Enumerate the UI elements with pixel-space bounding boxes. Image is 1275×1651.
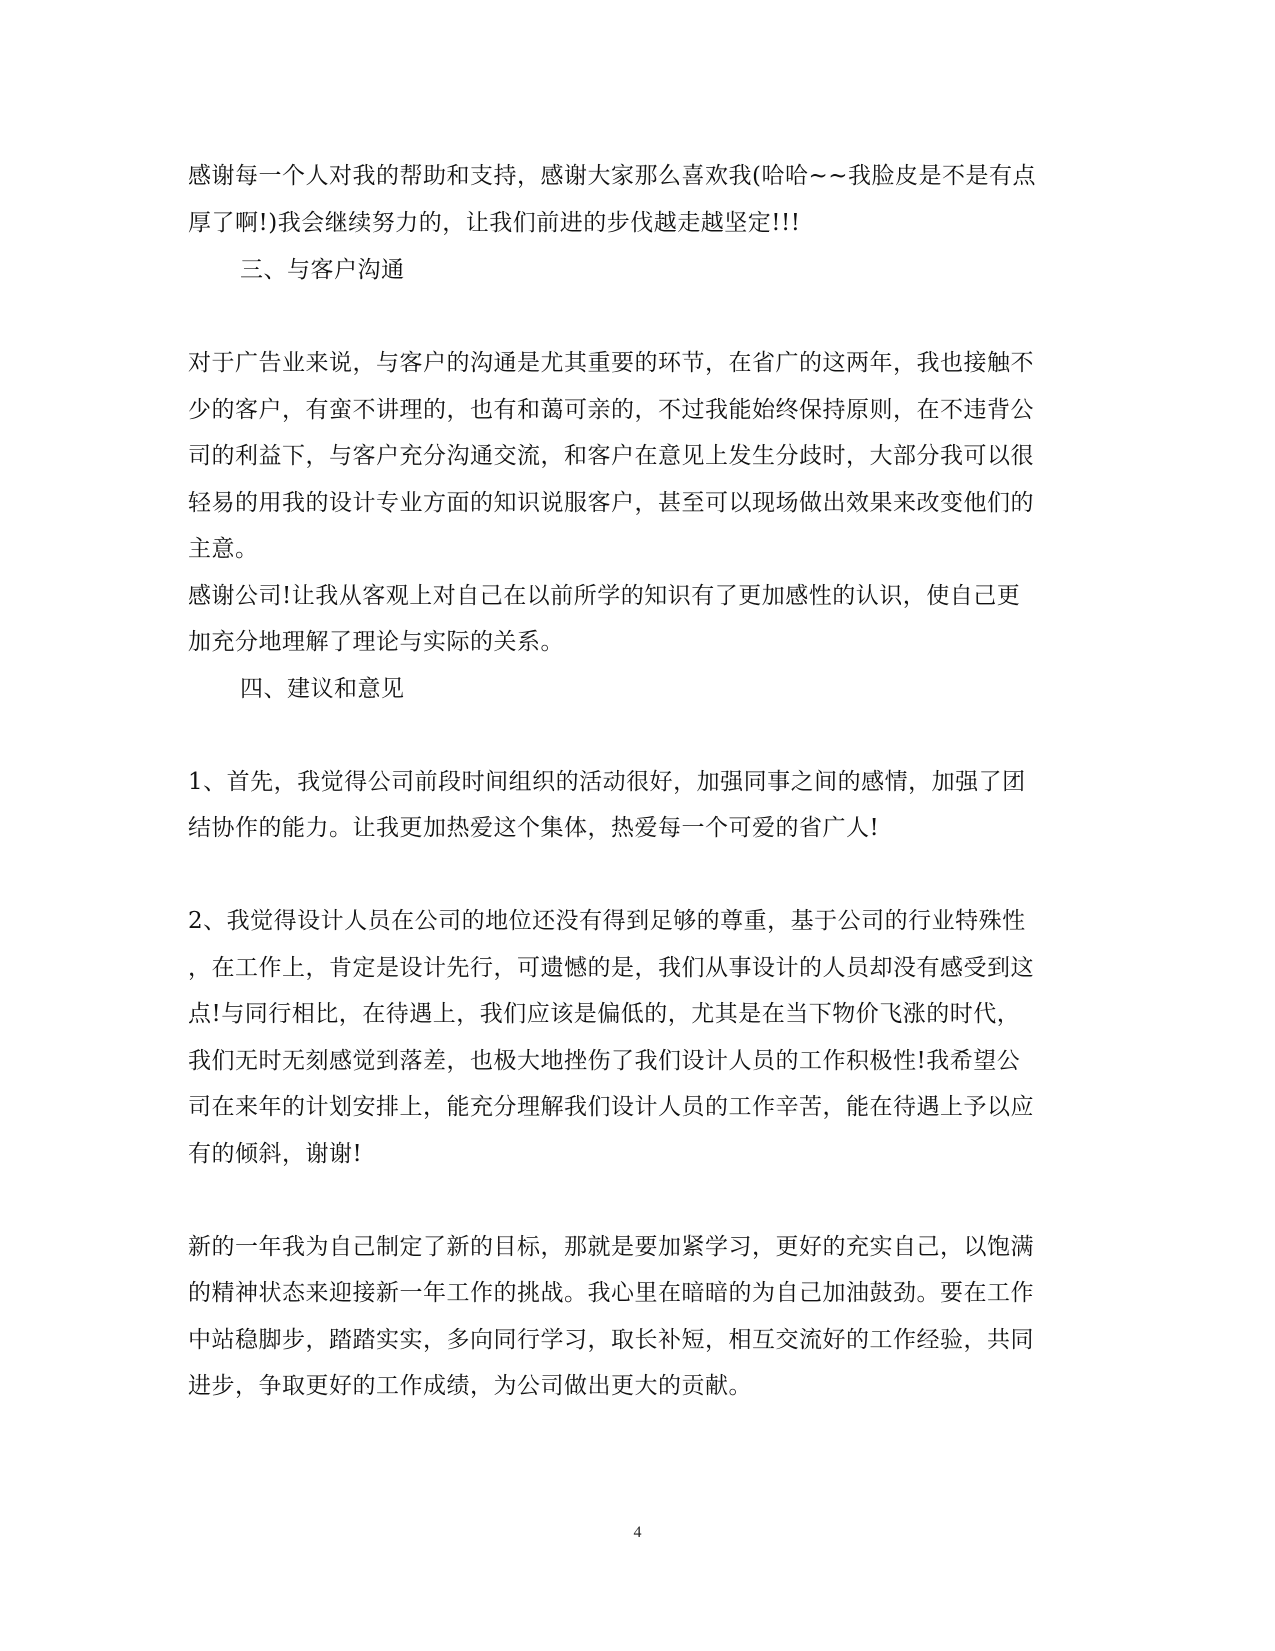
text-line: 的精神状态来迎接新一年工作的挑战。我心里在暗暗的为自己加油鼓劲。要在工作 [188, 1280, 1034, 1306]
text-line: 1、首先，我觉得公司前段时间组织的活动很好，加强同事之间的感情，加强了团 [188, 769, 1026, 795]
text-line: 2、我觉得设计人员在公司的地位还没有得到足够的尊重，基于公司的行业特殊性 [188, 908, 1026, 934]
text-line: 我们无时无刻感觉到落差，也极大地挫伤了我们设计人员的工作积极性!我希望公 [188, 1048, 1021, 1074]
text-line: 对于广告业来说，与客户的沟通是尤其重要的环节，在省广的这两年，我也接触不 [188, 350, 1034, 376]
text-line: 结协作的能力。让我更加热爱这个集体，热爱每一个可爱的省广人! [188, 815, 880, 841]
text-line: 进步，争取更好的工作成绩，为公司做出更大的贡献。 [188, 1373, 752, 1399]
text-line: 感谢公司!让我从客观上对自己在以前所学的知识有了更加感性的认识，使自己更 [188, 583, 1021, 609]
text-line: 加充分地理解了理论与实际的关系。 [188, 629, 564, 655]
text-line: 少的客户，有蛮不讲理的，也有和蔼可亲的，不过我能始终保持原则，在不违背公 [188, 397, 1034, 423]
text-line: ，在工作上，肯定是设计先行，可遗憾的是，我们从事设计的人员却没有感受到这 [188, 955, 1034, 981]
text-line: 主意。 [188, 536, 259, 562]
text-line: 点!与同行相比，在待遇上，我们应该是偏低的，尤其是在当下物价飞涨的时代， [188, 1001, 1021, 1027]
text-line: 厚了啊!)我会继续努力的，让我们前进的步伐越走越坚定!!! [188, 210, 801, 236]
page-number: 4 [633, 1524, 642, 1541]
text-line: 中站稳脚步，踏踏实实，多向同行学习，取长补短，相互交流好的工作经验，共同 [188, 1327, 1034, 1353]
section-heading: 四、建议和意见 [240, 676, 405, 702]
section-heading: 三、与客户沟通 [240, 257, 405, 283]
text-line: 新的一年我为自己制定了新的目标，那就是要加紧学习，更好的充实自己，以饱满 [188, 1234, 1034, 1260]
text-line: 司在来年的计划安排上，能充分理解我们设计人员的工作辛苦，能在待遇上予以应 [188, 1094, 1034, 1120]
text-line: 感谢每一个人对我的帮助和支持，感谢大家那么喜欢我(哈哈~~我脸皮是不是有点 [188, 163, 1037, 189]
text-line: 有的倾斜，谢谢! [188, 1141, 363, 1167]
text-line: 轻易的用我的设计专业方面的知识说服客户，甚至可以现场做出效果来改变他们的 [188, 490, 1034, 516]
text-line: 司的利益下，与客户充分沟通交流，和客户在意见上发生分歧时，大部分我可以很 [188, 443, 1034, 469]
